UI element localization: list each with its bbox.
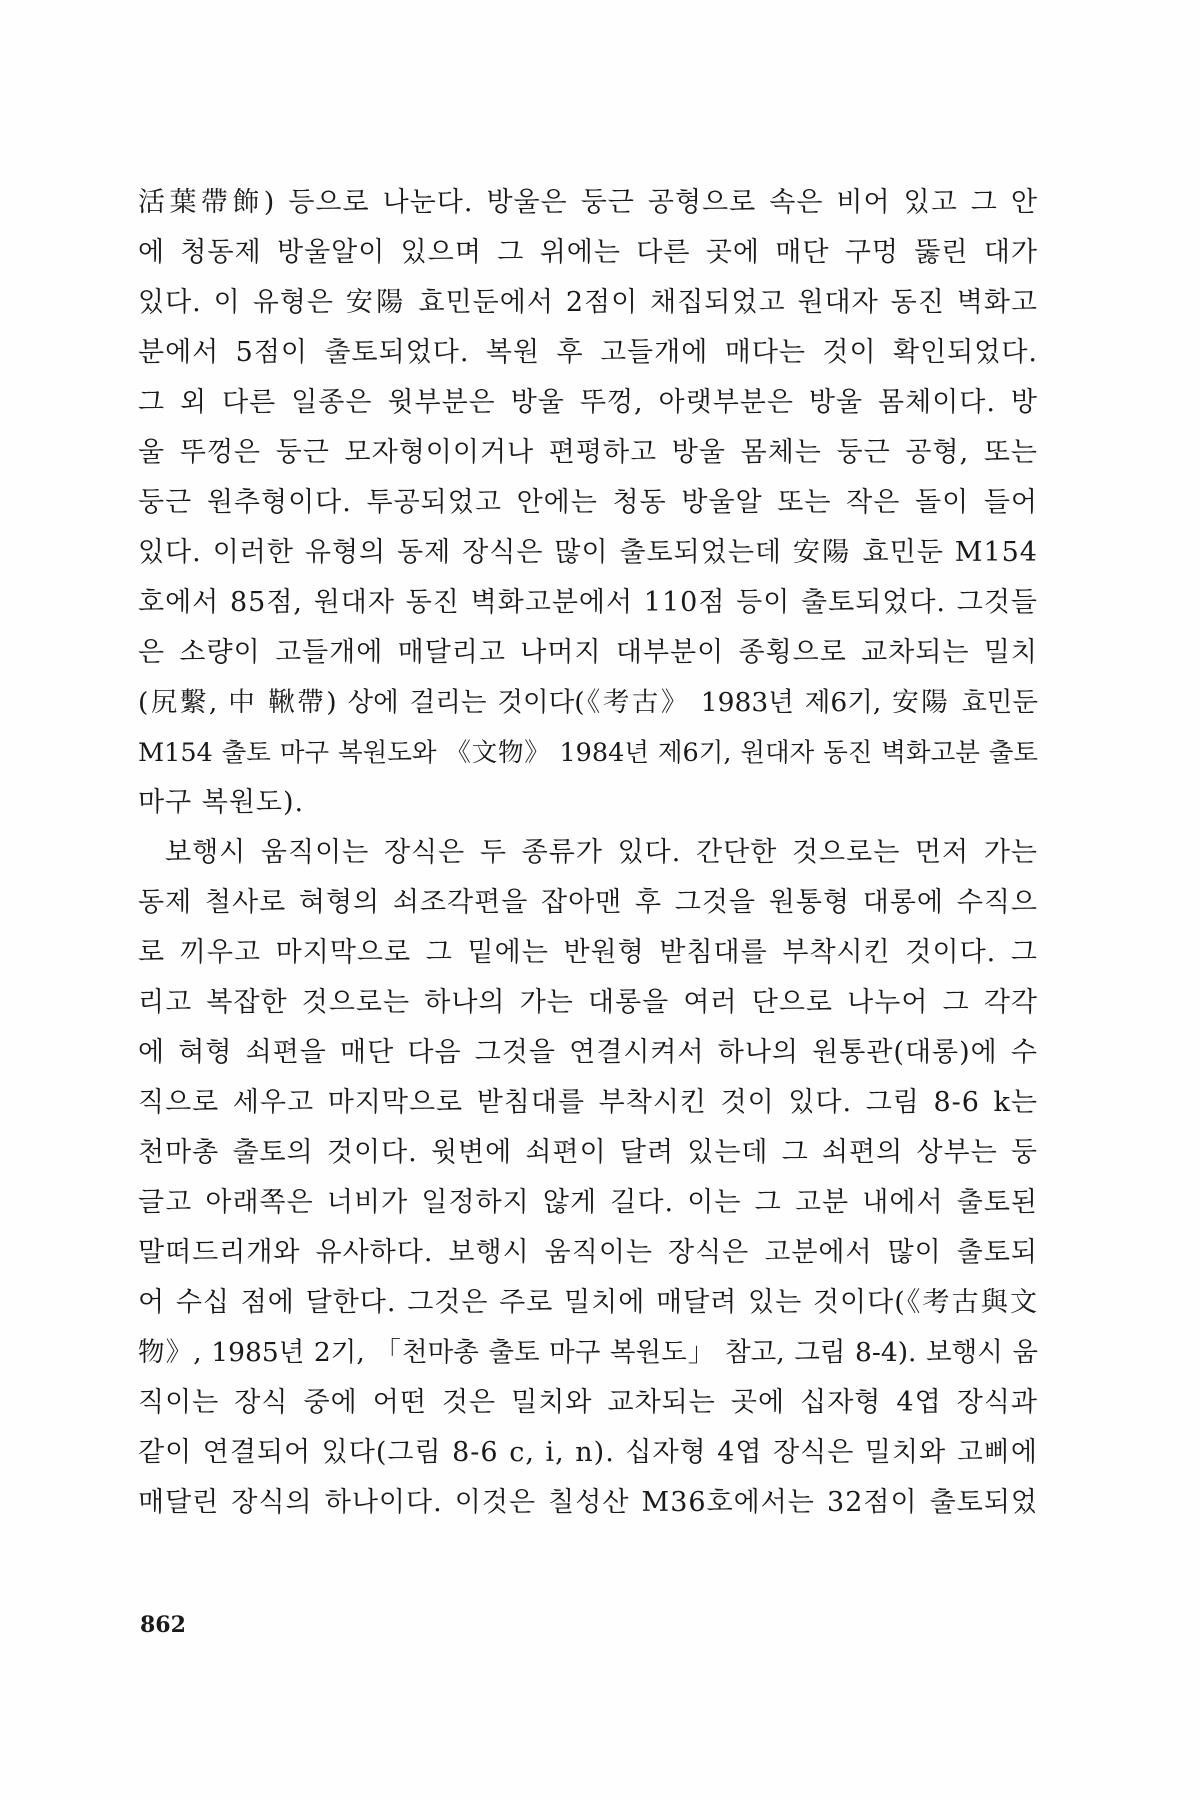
- text-line: 동제 철사로 혀형의 쇠조각편을 잡아맨 후 그것을 원통형 대롱에 수직으: [138, 887, 1038, 918]
- text-line: 로 끼우고 마지막으로 그 밑에는 반원형 받침대를 부착시킨 것이다. 그: [138, 937, 1038, 968]
- paragraph-1: [138, 178, 1038, 828]
- text-line: 울 뚜껑은 둥근 모자형이이거나 편평하고 방울 몸체는 둥근 공형, 또는: [138, 437, 1038, 468]
- text-line: 그 외 다른 일종은 윗부분은 방울 뚜껑, 아랫부분은 방울 몸체이다. 방: [138, 387, 1038, 418]
- text-line: 보행시 움직이는 장식은 두 종류가 있다. 간단한 것으로는 먼저 가는: [165, 837, 1038, 868]
- text-line: 직이는 장식 중에 어떤 것은 밀치와 교차되는 곳에 십자형 4엽 장식과: [138, 1387, 1038, 1418]
- body-text: [138, 178, 1038, 1528]
- text-line: 매달린 장식의 하나이다. 이것은 칠성산 M36호에서는 32점이 출토되었: [138, 1487, 1038, 1518]
- text-line: 活葉帶飾) 등으로 나눈다. 방울은 둥근 공형으로 속은 비어 있고 그 안: [138, 187, 1038, 218]
- text-line: 에 혀형 쇠편을 매단 다음 그것을 연결시켜서 하나의 원통관(대롱)에 수: [138, 1037, 1038, 1068]
- paragraph-2: [138, 828, 1038, 1528]
- text-line: 둥근 원추형이다. 투공되었고 안에는 청동 방울알 또는 작은 돌이 들어: [138, 487, 1038, 518]
- text-line: 어 수십 점에 달한다. 그것은 주로 밀치에 매달려 있는 것이다(《考古與文: [138, 1287, 1038, 1318]
- text-line: 에 청동제 방울알이 있으며 그 위에는 다른 곳에 매단 구멍 뚫린 대가: [138, 237, 1038, 268]
- text-line: 호에서 85점, 원대자 동진 벽화고분에서 110점 등이 출토되었다. 그것들: [138, 587, 1038, 618]
- page-number: 862: [140, 1612, 186, 1638]
- text-line: 말떠드리개와 유사하다. 보행시 움직이는 장식은 고분에서 많이 출토되: [138, 1237, 1038, 1268]
- text-line: 글고 아래쪽은 너비가 일정하지 않게 길다. 이는 그 고분 내에서 출토된: [138, 1187, 1038, 1218]
- text-line: 物》, 1985년 2기, 「천마총 출토 마구 복원도」 참고, 그림 8-4). 보행시 움: [138, 1337, 1038, 1368]
- text-line: 마구 복원도).: [138, 787, 305, 818]
- text-line: 리고 복잡한 것으로는 하나의 가는 대롱을 여러 단으로 나누어 그 각각: [138, 987, 1038, 1018]
- text-line: 있다. 이러한 유형의 동제 장식은 많이 출토되었는데 安陽 효민둔 M154: [138, 537, 1038, 568]
- text-line: M154 출토 마구 복원도와 《文物》 1984년 제6기, 원대자 동진 벽화고분 출토: [138, 738, 1038, 768]
- text-line: 분에서 5점이 출토되었다. 복원 후 고들개에 매다는 것이 확인되었다.: [138, 337, 1038, 368]
- text-line: 있다. 이 유형은 安陽 효민둔에서 2점이 채집되었고 원대자 동진 벽화고: [138, 287, 1038, 318]
- text-line: (尻繫, 中 鞦帶) 상에 걸리는 것이다(《考古》 1983년 제6기, 安陽 효민둔: [138, 687, 1038, 718]
- text-line: 천마총 출토의 것이다. 윗변에 쇠편이 달려 있는데 그 쇠편의 상부는 둥: [138, 1137, 1038, 1168]
- text-line: 직으로 세우고 마지막으로 받침대를 부착시킨 것이 있다. 그림 8-6 k는: [138, 1087, 1038, 1118]
- text-line: 같이 연결되어 있다(그림 8-6 c, i, n). 십자형 4엽 장식은 밀치와 고삐에: [138, 1437, 1038, 1468]
- text-line: 은 소량이 고들개에 매달리고 나머지 대부분이 종횡으로 교차되는 밀치: [138, 637, 1038, 668]
